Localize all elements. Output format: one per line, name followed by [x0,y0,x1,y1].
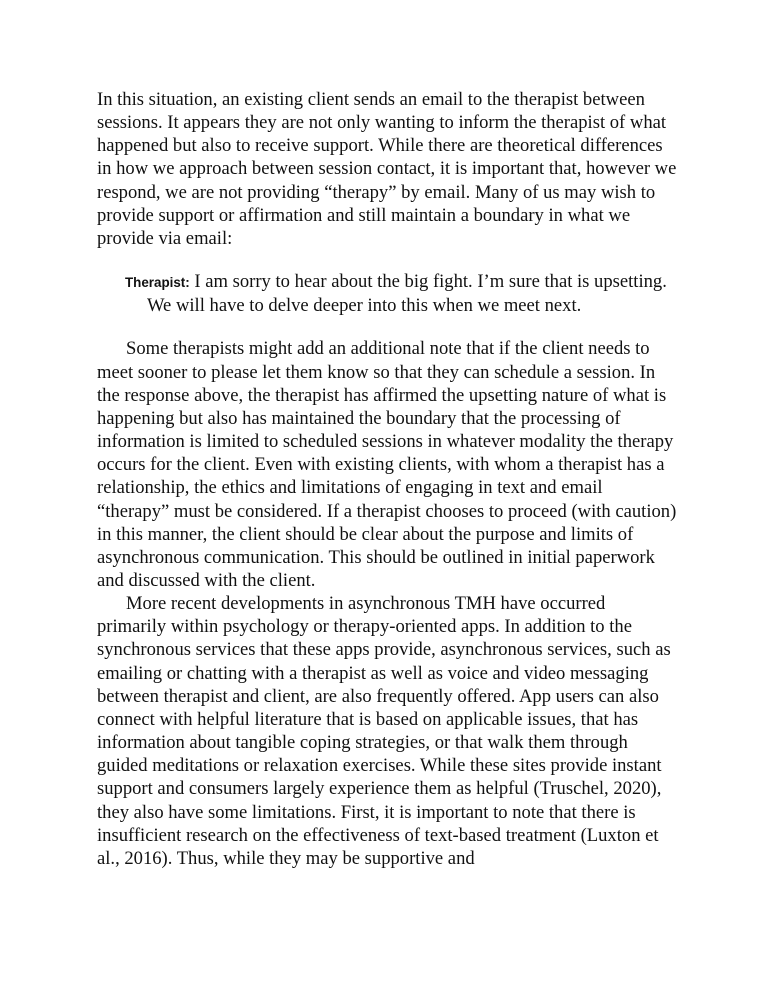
document-page [97,88,677,870]
therapist-dialogue [125,270,667,317]
second-paragraph: Some therapists might add an additional note that if the client needs to meet sooner to please let them know so that they can schedule a session. In the response above, the therapist has affirmed the upsetting nature of what is happening but also has maintained the boundary that the processing of information is limited to scheduled sessions in whatever modality the therapy occurs for the client. Even with existing clients, with whom a therapist has a relationship, the ethics and limitations of engaging in text and email “therapy” must be considered. If a therapist chooses to proceed (with caution) in this manner, the client should be clear about the purpose and limits of asynchronous communication. This should be outlined in initial paperwork and discussed with the client. [97,338,677,591]
dialogue-text: I am sorry to hear about the big fight. I’m sure that is upsetting. We will have to delve deeper into this when we meet next. [147,271,667,317]
intro-paragraph: In this situation, an existing client sends an email to the therapist between sessions. It appears they are not only wanting to inform the therapist of what happened but also to receive support. While there are theoretical differences in how we approach between session contact, it is important that, however we respond, we are not providing “therapy” by email. Many of us may wish to provide support or affirmation and still maintain a boundary in what we provide via email: [97,89,677,249]
third-paragraph: More recent developments in asynchronous TMH have occurred primarily within psychology or therapy-oriented apps. In addition to the synchronous services that these apps provide, asynchronous services, such as emailing or chatting with a therapist as well as voice and video messaging between therapist and client, are also frequently offered. App users can also connect with helpful literature that is based on applicable issues, that has information about tangible coping strategies, or that walk them through guided meditations or relaxation exercises. While these sites provide instant support and consumers largely experience them as helpful (Truschel, 2020), they also have some limitations. First, it is important to note that there is insufficient research on the effectiveness of text-based treatment (Luxton et al., 2016). Thus, while they may be supportive and [97,593,671,869]
dialogue-speaker-label: Therapist: [125,275,190,291]
